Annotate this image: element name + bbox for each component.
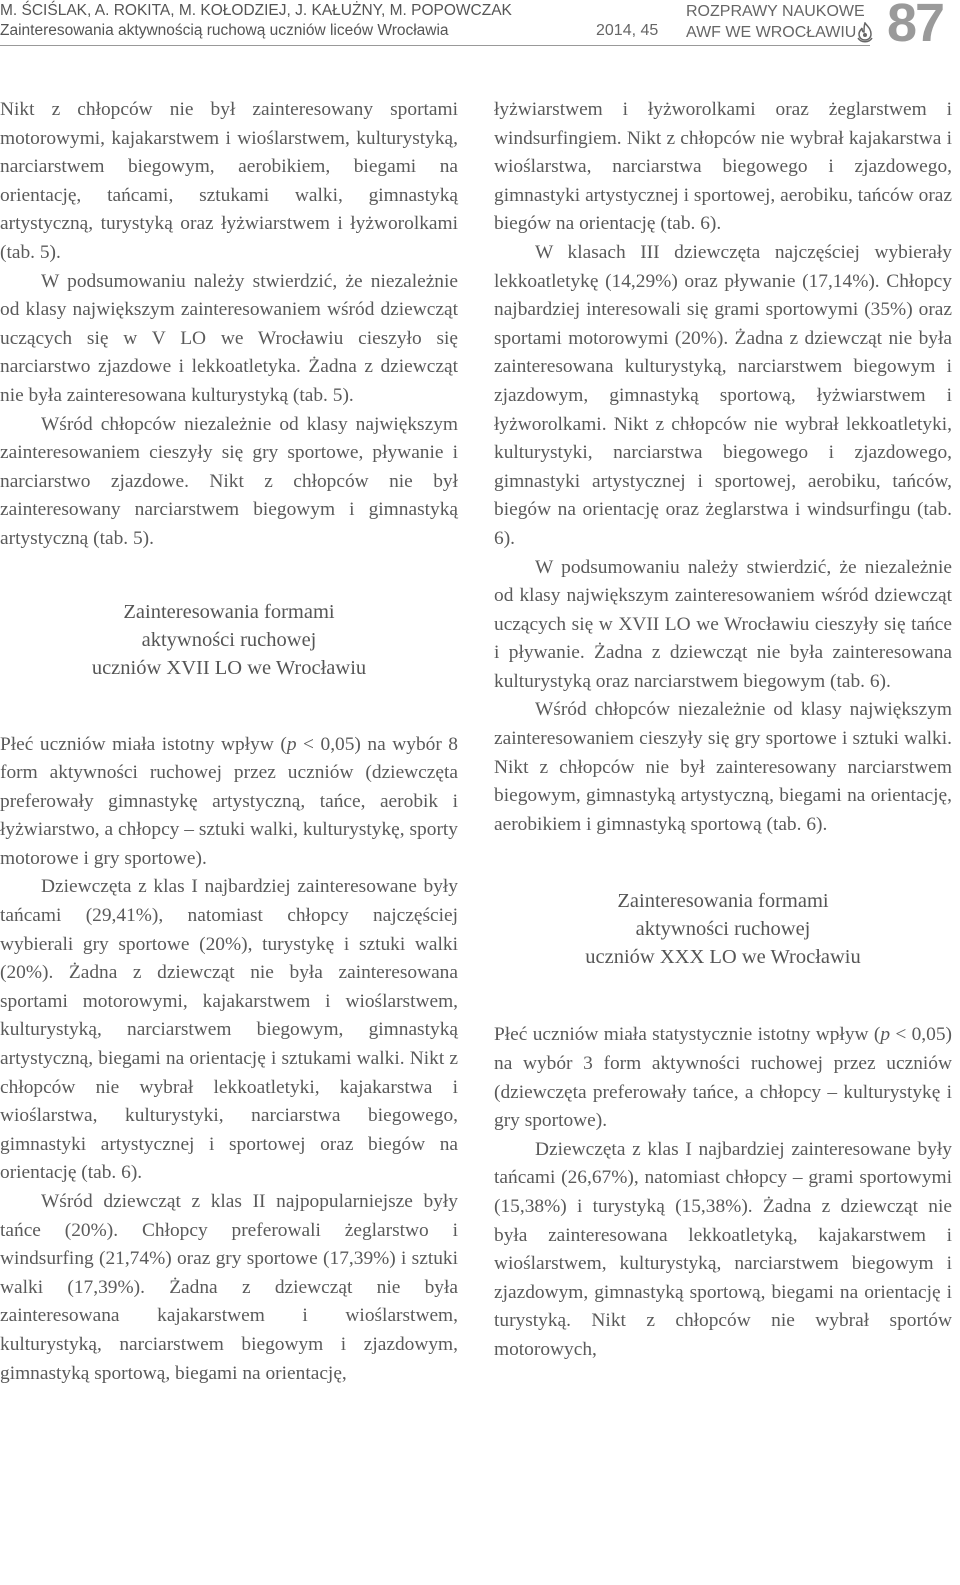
section-heading-line: uczniów XVII LO we Wrocławiu bbox=[91, 656, 367, 679]
section-heading-line: Zainteresowania formami bbox=[123, 600, 335, 623]
page-number: 87 bbox=[887, 0, 944, 53]
paragraph: Wśród chłopców niezależnie od klasy największym zainteresowaniem cieszyły się gry sportowe i sztuki walki. Nikt z chłopców nie był zainteresowany narciarstwem biegowym, gimnastyką artystyczną, biegami na orientację, aerobikiem i gimnastyką sportową (tab. 6). bbox=[494, 699, 952, 835]
page-header bbox=[0, 0, 960, 53]
left-column bbox=[0, 96, 458, 1388]
header-left bbox=[0, 1, 512, 41]
p-value-symbol: p bbox=[286, 733, 297, 755]
text-run: < 0,05) na wybór 3 form aktywności ruchowej przez uczniów (dziewczęta preferowały tańce, a chłopcy – kulturystykę i gry sportowe). bbox=[494, 1024, 952, 1132]
header-running-title: Zainteresowania aktywnością ruchową uczniów liceów Wrocławia bbox=[0, 22, 449, 39]
header-authors: M. ŚCIŚLAK, A. ROKITA, M. KOŁODZIEJ, J. KAŁUŻNY, M. POPOWCZAK bbox=[0, 2, 512, 19]
paragraph bbox=[494, 1021, 952, 1135]
paragraph: Nikt z chłopców nie był zainteresowany sportami motorowymi, kajakarstwem i wioślarstwem, kulturystyką, narciarstwem biegowym, aerobikiem, biegami na orientację, tańcami, sztukami walki, gimnastyką artystyczną, turystyką oraz łyżwiarstwem i łyżworolkami (tab. 5). bbox=[0, 99, 458, 263]
paragraph: Wśród dziewcząt z klas II najpopularniejsze były tańce (20%). Chłopcy preferowali żeglarstwo i windsurfing (21,74%) oraz gry sportowe (17,39%) i sztuki walki (17,39%). Żadna z dziewcząt nie była zainteresowana kajakarstwem i wioślarstwem, kulturystyką, narciarstwem biegowym i zjazdowym, gimnastyką sportową, biegami na orientację, bbox=[0, 1191, 458, 1384]
text-run: Płeć uczniów miała istotny wpływ ( bbox=[0, 733, 287, 755]
paragraph: W podsumowaniu należy stwierdzić, że niezależnie od klasy największym zainteresowaniem wśród dziewcząt uczących się w XVII LO we Wrocławiu cieszyły się tańce i pływanie. Żadna z dziewcząt nie była zainteresowana kulturystyką oraz narciarstwem biegowym (tab. 6). bbox=[494, 556, 952, 692]
paragraph: W klasach III dziewczęta najczęściej wybierały lekkoatletykę (14,29%) oraz pływanie (17,14%). Chłopcy najbardziej interesowali się grami sportowymi (35%) oraz sportami motorowymi (20%). Żadna z dziewcząt nie była zainteresowana kulturystyką, narciarstwem biegowym i zjazdowym, gimnastyką sportową, łyżwiarstwem i łyżworolkami. Nikt z chłopców nie wybrał lekkoatletyki, kulturystyki, narciarstwa biegowego i zjazdowego, gimnastyki artystycznej i sportowej, aerobiku, tańców, biegów na orientację oraz żeglarstwa i windsurfingu (tab. 6). bbox=[494, 241, 952, 549]
text-run: Płeć uczniów miała statystycznie istotny wpływ ( bbox=[494, 1024, 881, 1046]
section-heading bbox=[0, 598, 458, 682]
header-year-issue: 2014, 45 bbox=[596, 22, 659, 39]
journal-logo-icon bbox=[855, 22, 875, 44]
text-run: < 0,05) na wybór 8 form aktywności ruchowej przez uczniów (dziewczęta preferowały gimnastykę artystyczną, tańce, aerobik i łyżwiarstwo, a chłopcy – sztuki walki, kulturystykę, sporty motorowe i gry sportowe). bbox=[0, 733, 459, 869]
paragraph: Dziewczęta z klas I najbardziej zainteresowane były tańcami (26,67%), natomiast chłopcy – grami sportowymi (15,38%) i turystyką (15,38%). Żadna z dziewcząt nie była zainteresowana lekkoatletyką, kajakarstwem i wioślarstwem, kulturystyką, narciarstwem biegowym i zjazdowym, gimnastyką sportową, biegami na orientację i turystyką. Nikt z chłopców nie wybrał sportów motorowych, bbox=[494, 1138, 952, 1360]
section-heading-line: uczniów XXX LO we Wrocławiu bbox=[585, 946, 861, 969]
section-heading-line: aktywności ruchowej bbox=[635, 918, 811, 941]
header-divider bbox=[0, 45, 870, 46]
header-journal bbox=[686, 1, 865, 43]
paragraph: łyżwiarstwem i łyżworolkami oraz żeglarstwem i windsurfingiem. Nikt z chłopców nie wybrał kajakarstwa i wioślarstwa, narciarstwa biegowego i zjazdowego, gimnastyki artystycznej i sportowej, aerobiku, tańców oraz biegów na orientację (tab. 6). bbox=[494, 99, 952, 235]
section-heading-line: Zainteresowania formami bbox=[617, 890, 829, 913]
paragraph: Dziewczęta z klas I najbardziej zainteresowane były tańcami (29,41%), natomiast chłopcy najczęściej wybierali gry sportowe (20%), turystykę i sztuki walki (20%). Żadna z dziewcząt nie była zainteresowana sportami motorowymi, kajakarstwem i wioślarstwem, kulturystyką, narciarstwem biegowym, gimnastyką artystyczną, biegami na orientację i sztukami walki. Nikt z chłopców nie wybrał lekkoatletyki, kajakarstwa i wioślarstwa, kulturystyki, narciarstwa biegowego, gimnastyki artystycznej i sportowej oraz biegów na orientację (tab. 6). bbox=[0, 876, 458, 1184]
paragraph: W podsumowaniu należy stwierdzić, że niezależnie od klasy największym zainteresowaniem wśród dziewcząt uczących się w V LO we Wrocławiu cieszyło się narciarstwo zjazdowe i lekkoatletyka. Żadna z dziewcząt nie była zainteresowana kulturystyką (tab. 5). bbox=[0, 270, 458, 406]
right-column bbox=[494, 96, 952, 1365]
journal-name-line2: AWF WE WROCŁAWIU bbox=[686, 24, 857, 41]
p-value-symbol: p bbox=[880, 1024, 891, 1046]
paragraph: Wśród chłopców niezależnie od klasy największym zainteresowaniem cieszyły się gry sportowe, pływanie i narciarstwo zjazdowe. Nikt z chłopców nie był zainteresowany narciarstwem biegowym i gimnastyką artystyczną (tab. 5). bbox=[0, 413, 458, 549]
paragraph bbox=[0, 731, 458, 874]
journal-name-line1: ROZPRAWY NAUKOWE bbox=[686, 3, 865, 20]
section-heading-line: aktywności ruchowej bbox=[141, 628, 317, 651]
section-heading bbox=[494, 887, 952, 971]
